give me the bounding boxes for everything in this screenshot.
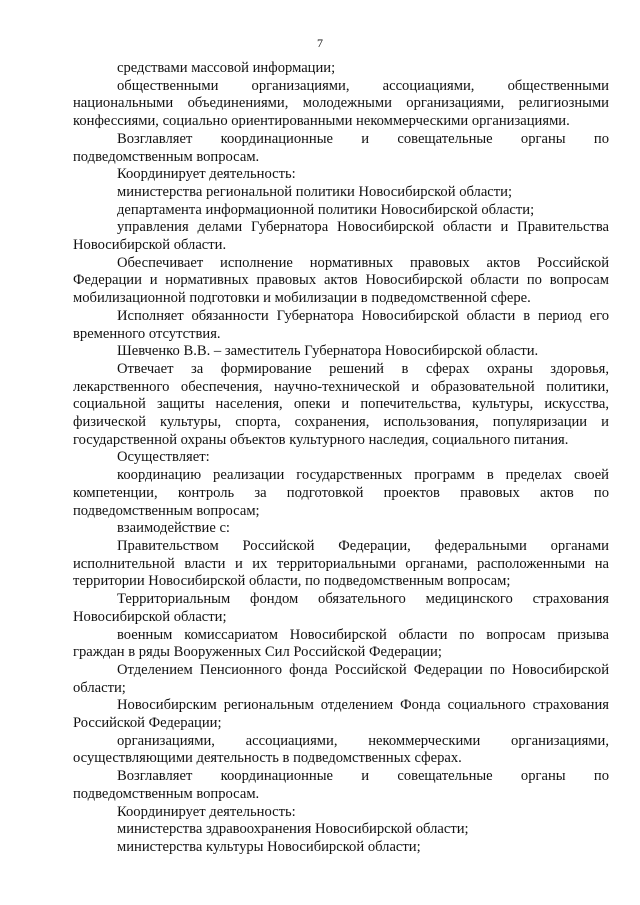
paragraph: Возглавляет координационные и совещательные органы по подведомственным вопросам.	[73, 768, 609, 802]
body-text	[73, 60, 609, 857]
paragraph: министерства культуры Новосибирской области;	[117, 838, 421, 855]
paragraph: Координирует деятельность:	[117, 803, 296, 820]
paragraph: взаимодействие с:	[117, 520, 230, 537]
paragraph: Осуществляет:	[117, 449, 210, 466]
paragraph: средствами массовой информации;	[117, 60, 336, 76]
paragraph: Отделением Пенсионного фонда Российской Федерации по Новосибирской области;	[73, 661, 609, 696]
paragraph: департамента информационной политики Новосибирской области;	[117, 201, 535, 218]
paragraph: общественными организациями, ассоциациями, общественными национальными объединениями, молодежными организациями, религиозными конфессиями, социально ориентированными некоммерческими организациями.	[73, 77, 609, 130]
paragraph: Новосибирским региональным отделением Фонда социального страхования Российской Федерации;	[73, 697, 609, 732]
paragraph: министерства региональной политики Новосибирской области;	[117, 183, 513, 200]
paragraph: Территориальным фондом обязательного медицинского страхования Новосибирской области;	[73, 591, 609, 625]
paragraph: Отвечает за формирование решений в сферах охраны здоровья, лекарственного обеспечения, научно-технической и образовательной политики, социальной защиты населения, опеки и попечительства, культуры, искусства, физической культуры, спорта, сохранения, использования, популяризации и государственной охраны объектов культурного наследия, социального питания.	[73, 360, 609, 448]
paragraph: управления делами Губернатора Новосибирской области и Правительства Новосибирской области.	[73, 219, 609, 254]
paragraph: Обеспечивает исполнение нормативных правовых актов Российской Федерации и нормативных правовых актов Новосибирской области по вопросам мобилизационной подготовки и мобилизации в подведомственной сфере.	[73, 254, 609, 307]
paragraph: Координирует деятельность:	[117, 166, 296, 183]
paragraph: координацию реализации государственных программ в пределах своей компетенции, контроль за подготовкой проектов правовых актов по подведомственным вопросам;	[73, 467, 609, 519]
paragraph: Возглавляет координационные и совещательные органы по подведомственным вопросам.	[73, 130, 609, 165]
page-number: 7	[317, 36, 323, 50]
paragraph: министерства здравоохранения Новосибирской области;	[117, 821, 469, 838]
paragraph: Правительством Российской Федерации, федеральными органами исполнительной власти и их территориальными органами, расположенными на территории Новосибирской области, по подведомственным вопросам;	[73, 537, 609, 590]
paragraph: Шевченко В.В. – заместитель Губернатора Новосибирской области.	[117, 343, 539, 360]
paragraph: организациями, ассоциациями, некоммерческими организациями, осуществляющими деятельность в подведомственных сферах.	[73, 732, 609, 767]
paragraph: Исполняет обязанности Губернатора Новосибирской области в период его временного отсутствия.	[73, 307, 609, 342]
paragraph: военным комиссариатом Новосибирской области по вопросам призыва граждан в ряды Вооруженных Сил Российской Федерации;	[73, 626, 609, 661]
